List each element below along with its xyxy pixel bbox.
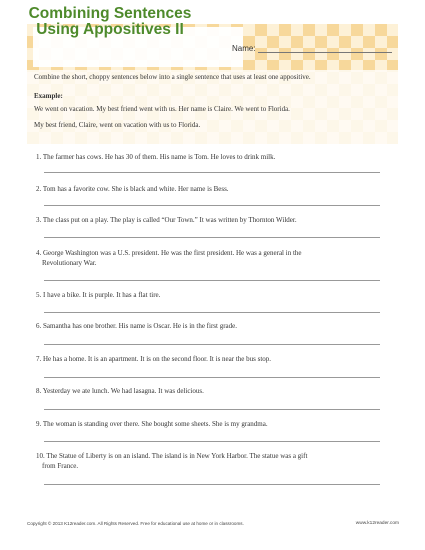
question-5 (36, 291, 376, 301)
question-3 (36, 216, 376, 226)
question-text-continued: from France. (42, 461, 79, 470)
answer-line-6[interactable] (44, 344, 380, 345)
question-1 (36, 153, 376, 163)
example-short-sentences: We went on vacation. My best friend went with us. Her name is Claire. We went to Florida. (34, 105, 290, 113)
question-6 (36, 322, 376, 332)
example-combined-sentence: My best friend, Claire, went on vacation with us to Florida. (34, 121, 201, 129)
question-text: 10. The Statue of Liberty is on an island. The island is in New York Harbor. The statue was a gift (36, 452, 308, 460)
copyright-text: Copyright © 2013 K12reader.com. All Rights Reserved. Free for educational use at home or in classrooms. (27, 521, 244, 526)
question-text: 6. Samantha has one brother. His name is Oscar. He is in the first grade. (36, 322, 238, 330)
question-text: 9. The woman is standing over there. She bought some sheets. She is my grandma. (36, 420, 268, 428)
answer-line-7[interactable] (44, 377, 380, 378)
worksheet-title (10, 6, 210, 38)
answer-line-10[interactable] (44, 484, 380, 485)
question-text: 1. The farmer has cows. He has 30 of them. His name is Tom. He loves to drink milk. (36, 153, 276, 161)
question-4 (36, 249, 376, 268)
answer-line-8[interactable] (44, 409, 380, 410)
question-text: 4. George Washington was a U.S. president. He was the first president. He was a general in the (36, 249, 302, 257)
answer-line-2[interactable] (44, 205, 380, 206)
question-8 (36, 387, 376, 397)
title-line-2: Using Appositives II (36, 21, 184, 38)
title-line-1: Combining Sentences (28, 5, 192, 22)
name-line[interactable] (258, 52, 392, 53)
question-text-continued: Revolutionary War. (42, 258, 97, 267)
example-label: Example: (34, 92, 63, 100)
question-2 (36, 185, 376, 195)
name-label: Name: (232, 44, 256, 53)
answer-line-1[interactable] (44, 172, 380, 173)
question-text: 5. I have a bike. It is purple. It has a flat tire. (36, 291, 161, 299)
question-text: 3. The class put on a play. The play is called “Our Town.” It was written by Thornton Wilder. (36, 216, 297, 224)
website-link[interactable]: www.k12reader.com (355, 521, 399, 526)
answer-line-3[interactable] (44, 237, 380, 238)
question-7 (36, 355, 376, 365)
instructions-text: Combine the short, choppy sentences below into a single sentence that uses at least one appositive. (34, 73, 311, 81)
question-text: 8. Yesterday we ate lunch. We had lasagna. It was delicious. (36, 387, 204, 395)
question-10 (36, 452, 376, 471)
question-text: 7. He has a home. It is an apartment. It is on the second floor. It is near the bus stop. (36, 355, 272, 363)
answer-line-5[interactable] (44, 312, 380, 313)
question-9 (36, 420, 376, 430)
answer-line-9[interactable] (44, 441, 380, 442)
answer-line-4[interactable] (44, 280, 380, 281)
question-text: 2. Tom has a favorite cow. She is black and white. Her name is Bess. (36, 185, 229, 193)
